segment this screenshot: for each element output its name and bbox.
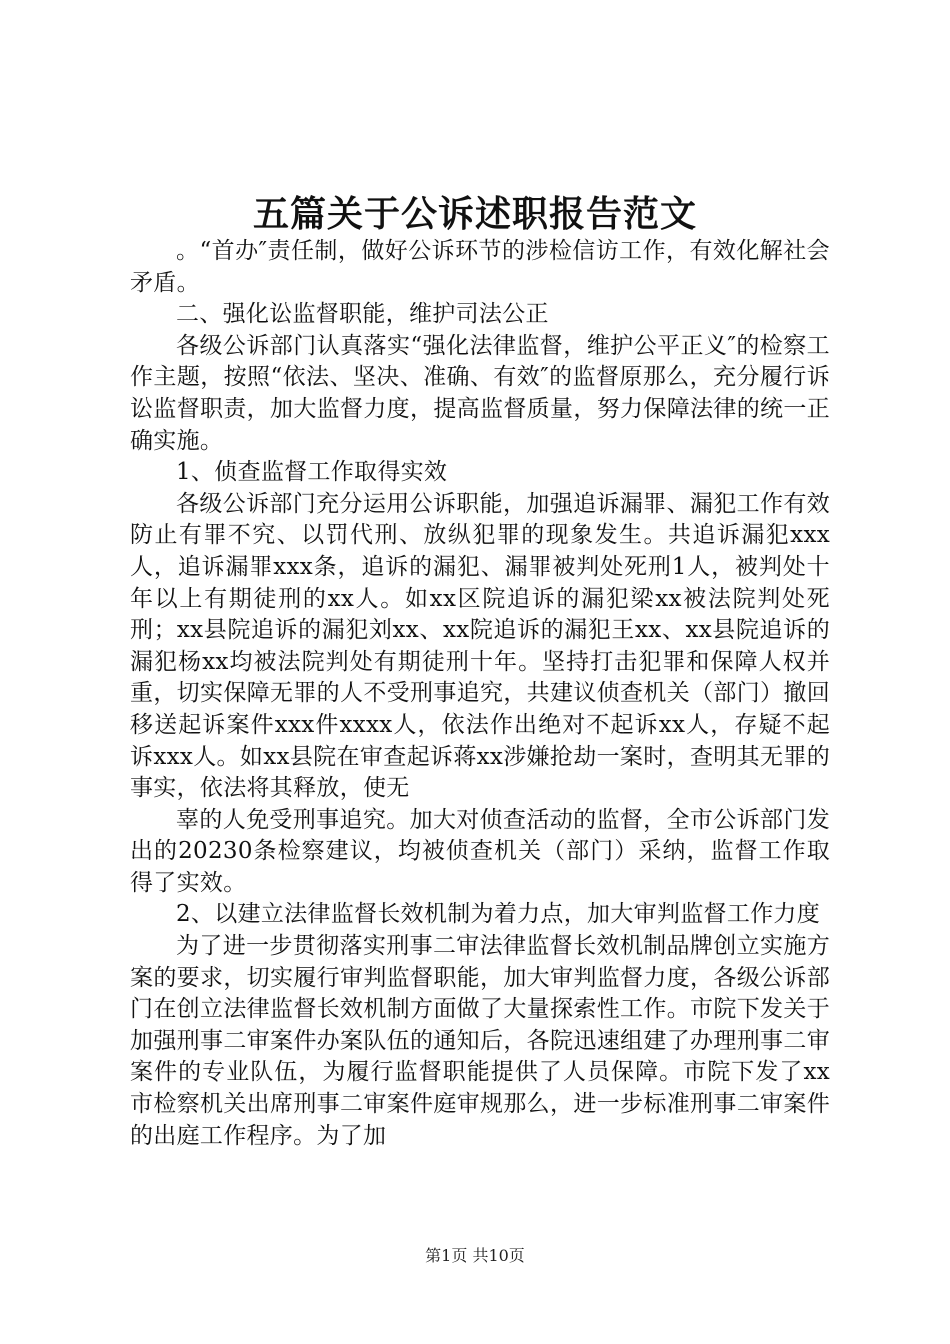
page-footer: 第1页 共10页 <box>425 1246 525 1265</box>
subsection-heading-1: 1、侦查监督工作取得实效 <box>176 459 448 486</box>
paragraph-trial-supervision: 为了进一步贯彻落实刑事二审法律监督长效机制品牌创立实施方案的要求，切实履行审判监督职能，加大审判监督力度，各级公诉部门在创立法律监督长效机制方面做了大量探索性工作。市院下发关于加强刑事二审案件办案队伍的通知后，各院迅速组建了办理刑事二审案件的专业队伍，为履行监督职能提供了人员保障。市院下发了xx市检察机关出席刑事二审案件庭审规那么，进一步标准刑事二审案件的出庭工作程序。为了加 <box>130 933 830 1149</box>
paragraph-section-2-intro: 各级公诉部门认真落实“强化法律监督，维护公平正义″的检察工作主题，按照“依法、坚决、准确、有效″的监督原那么，充分履行诉讼监督职责，加大监督力度，提高监督质量，努力保障法律的统一正确实施。 <box>130 332 830 454</box>
subsection-heading-2: 2、以建立法律监督长效机制为着力点，加大审判监督工作力度 <box>176 901 821 928</box>
document-title: 五篇关于公诉述职报告范文 <box>252 193 697 235</box>
paragraph-investigation-continued: 辜的人免受刑事追究。加大对侦查活动的监督，全市公诉部门发出的20230条检察建议，均被侦查机关（部门）采纳，监督工作取得了实效。 <box>130 806 830 896</box>
paragraph-intro: 。“首办″责任制，做好公诉环节的涉检信访工作，有效化解社会矛盾。 <box>130 238 830 296</box>
section-heading-2: 二、强化讼监督职能，维护司法公正 <box>176 301 549 328</box>
document-body <box>130 236 830 1152</box>
paragraph-investigation-supervision: 各级公诉部门充分运用公诉职能，加强追诉漏罪、漏犯工作有效防止有罪不究、以罚代刑、放纵犯罪的现象发生。共追诉漏犯xxx人，追诉漏罪xxx条，追诉的漏犯、漏罪被判处死刑1人，被判处十年以上有期徒刑的xx人。如xx区院追诉的漏犯梁xx被法院判处死刑；xx县院追诉的漏犯刘xx、xx院追诉的漏犯王xx、xx县院追诉的漏犯杨xx均被法院判处有期徒刑十年。坚持打击犯罪和保障人权并重，切实保障无罪的人不受刑事追究，共建议侦查机关（部门）撤回移送起诉案件xxx件xxxx人，依法作出绝对不起诉xx人，存疑不起诉xxx人。如xx县院在审查起诉蒋xx涉嫌抢劫一案时，查明其无罪的事实，依法将其释放，使无 <box>130 490 830 802</box>
